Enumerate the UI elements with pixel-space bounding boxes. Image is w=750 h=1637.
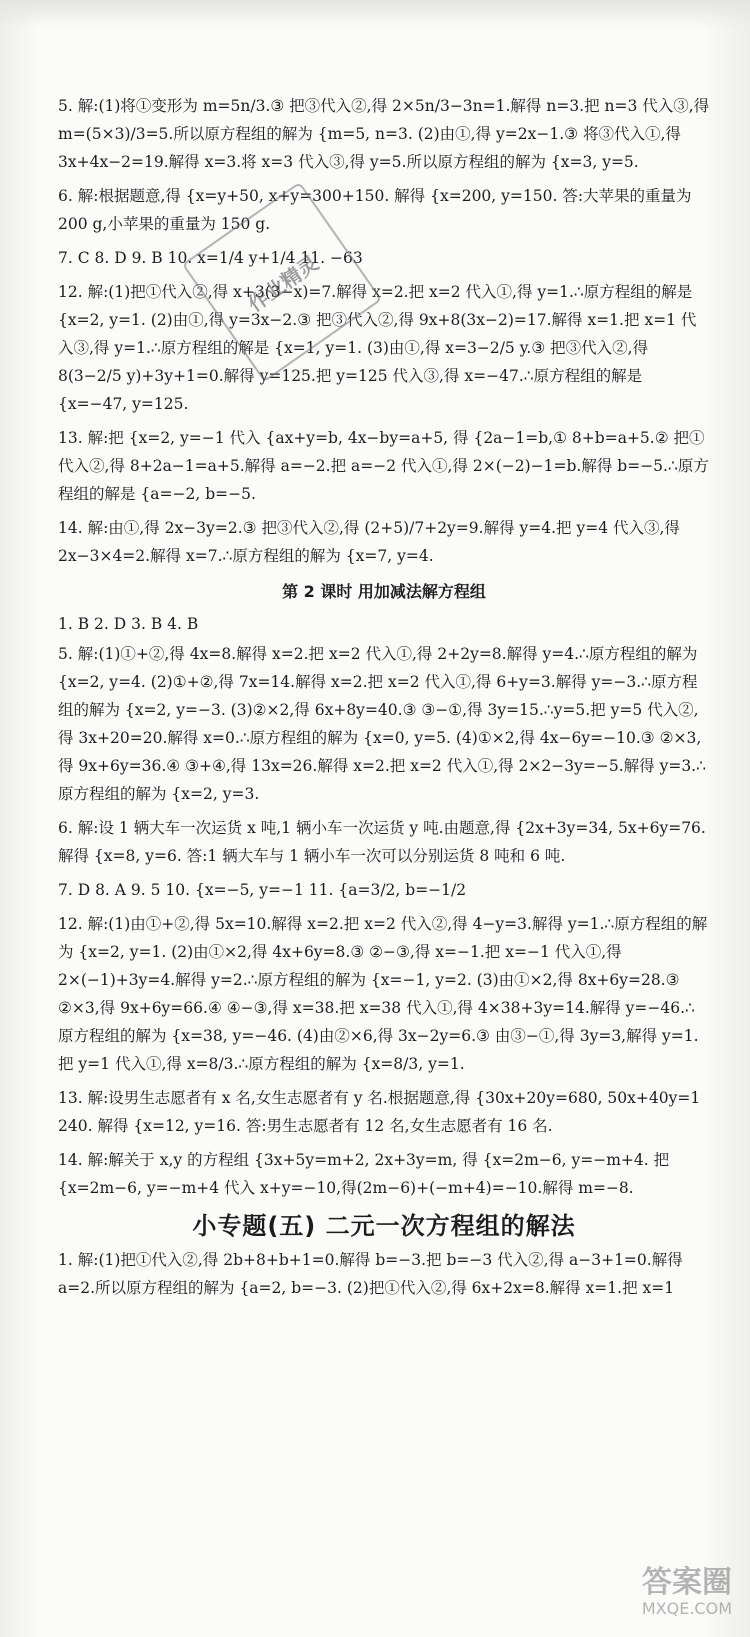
answer-7-11: 7. C 8. D 9. B 10. x=1/4 y+1/4 11. −63: [58, 249, 363, 267]
answer-b-1-4: 1. B 2. D 3. B 4. B: [58, 615, 199, 633]
topic-title: 小专题(五) 二元一次方程组的解法: [192, 1212, 576, 1240]
scan-shadow: [0, 0, 750, 28]
answer-content: [58, 92, 710, 1308]
watermark: [582, 1567, 732, 1623]
answer-c-1: 1. 解:(1)把①代入②,得 2b+8+b+1=0.解得 b=−3.把 b=−3 代入②,得 a−3+1=0.解得 a=2.所以原方程组的解为 {a=2, b=−3. (2)把①代入②,得 6x+2x=8.解得 x=1.把 x=1: [58, 1251, 683, 1297]
answer-b-7-11: 7. D 8. A 9. 5 10. {x=−5, y=−1 11. {a=3/2, b=−1/2: [58, 881, 467, 899]
answer-14: 14. 解:由①,得 2x−3y=2.③ 把③代入②,得 (2+5)/7+2y=9.解得 y=4.把 y=4 代入③,得 2x−3×4=2.解得 x=7.∴原方程组的解为 {x=7, y=4.: [58, 519, 680, 565]
answer-b-5: 5. 解:(1)①+②,得 4x=8.解得 x=2.把 x=2 代入①,得 2+2y=8.解得 y=4.∴原方程组的解为 {x=2, y=4. (2)①+②,得 7x=14.解得 x=2.把 x=2 代入①,得 6+y=3.解得 y=−3.∴原方程组的解为 {x=2, y=−3. (3)②×2,得 6x+8y=40.③ ③−①,得 3y=15.∴y=5.把 y=5 代入②,得 3x+20=20.解得 x=0.∴原方程组的解为 {x=0, y=5. (4)①×2,得 4x−6y=−10.③ ②×3,得 9x+6y=36.④ ③+④,得 13x=26.解得 x=2.把 x=2 代入①,得 2×2−3y=−5.解得 y=3.∴原方程组的解为 {x=2, y=3.: [58, 645, 706, 803]
answer-12: 12. 解:(1)把①代入②,得 x+3(3−x)=7.解得 x=2.把 x=2 代入①,得 y=1.∴原方程组的解是 {x=2, y=1. (2)由①,得 y=3x−2.③ 把③代入②,得 9x+8(3x−2)=17.解得 x=1.把 x=1 代入③,得 y=1.∴原方程组的解是 {x=1, y=1. (3)由①,得 x=3−2/5 y.③ 把③代入②,得 8(3−2/5 y)+3y+1=0.解得 y=125.把 y=125 代入③,得 x=−47.∴原方程组的解是 {x=−47, y=125.: [58, 283, 697, 413]
answer-b-6: 6. 解:设 1 辆大车一次运货 x 吨,1 辆小车一次运货 y 吨.由题意,得 {2x+3y=34, 5x+6y=76. 解得 {x=8, y=6. 答:1 辆大车与 1 辆小车一次可以分别运货 8 吨和 6 吨.: [58, 819, 706, 865]
stamp-text: 作业精灵: [243, 250, 323, 317]
watermark-main: 答案圈: [642, 1565, 732, 1600]
answer-5: 5. 解:(1)将①变形为 m=5n/3.③ 把③代入②,得 2×5n/3−3n=1.解得 n=3.把 n=3 代入③,得 m=(5×3)/3=5.所以原方程组的解为 {m=5, n=3. (2)由①,得 y=2x−1.③ 将③代入①,得 3x+4x−2=19.解得 x=3.将 x=3 代入③,得 y=5.所以原方程组的解为 {x=3, y=5.: [58, 97, 710, 171]
answer-6: 6. 解:根据题意,得 {x=y+50, x+y=300+150. 解得 {x=200, y=150. 答:大苹果的重量为 200 g,小苹果的重量为 150 g.: [58, 187, 692, 233]
answer-b-14: 14. 解:解关于 x,y 的方程组 {3x+5y=m+2, 2x+3y=m, 得 {x=2m−6, y=−m+4. 把 {x=2m−6, y=−m+4 代入 x+y=−10,得(2m−6)+(−m+4)=−10.解得 m=−8.: [58, 1151, 670, 1197]
section-title: 第 2 课时 用加减法解方程组: [282, 582, 486, 601]
answer-b-13: 13. 解:设男生志愿者有 x 名,女生志愿者有 y 名.根据题意,得 {30x+20y=680, 50x+40y=1 240. 解得 {x=12, y=16. 答:男生志愿者有 12 名,女生志愿者有 16 名.: [58, 1089, 701, 1135]
answer-13: 13. 解:把 {x=2, y=−1 代入 {ax+y=b, 4x−by=a+5, 得 {2a−1=b,① 8+b=a+5.② 把①代入②,得 8+2a−1=a+5.解得 a=−2.把 a=−2 代入①,得 2×(−2)−1=b.解得 b=−5.∴原方程组的解是 {a=−2, b=−5.: [58, 429, 709, 503]
watermark-url: MXQE.COM: [641, 1599, 732, 1618]
answer-b-12: 12. 解:(1)由①+②,得 5x=10.解得 x=2.把 x=2 代入②,得 4−y=3.解得 y=1.∴原方程组的解为 {x=2, y=1. (2)由①×2,得 4x+6y=8.③ ②−③,得 x=−1.把 x=−1 代入①,得 2×(−1)+3y=4.解得 y=2.∴原方程组的解为 {x=−1, y=2. (3)由①×2,得 8x+6y=28.③ ②×3,得 9x+6y=66.④ ④−③,得 x=38.把 x=38 代入①,得 4×38+3y=14.解得 y=−46.∴原方程组的解为 {x=38, y=−46. (4)由②×6,得 3x−2y=6.③ 由③−①,得 3y=3,解得 y=1.把 y=1 代入①,得 x=8/3.∴原方程组的解为 {x=8/3, y=1.: [58, 915, 708, 1073]
